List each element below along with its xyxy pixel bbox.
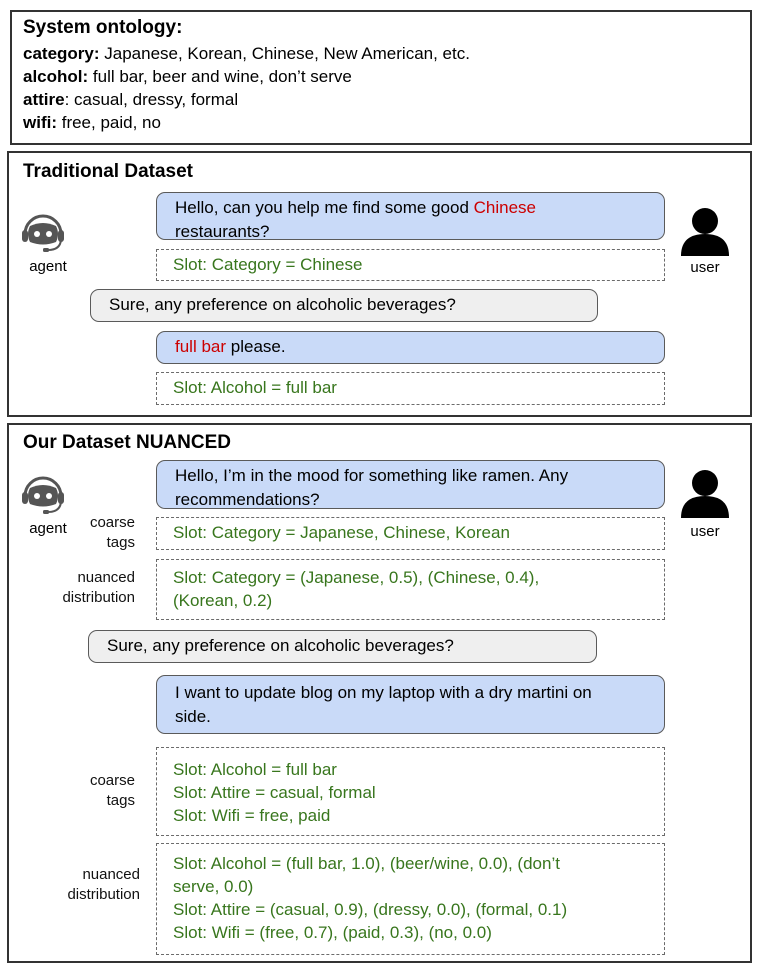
traditional-title: Traditional Dataset: [23, 161, 193, 182]
coarse-tags-label: coarse tags: [89, 514, 135, 551]
nuanced-title: Our Dataset NUANCED: [23, 432, 231, 453]
ontology-line-attire: attire: casual, dressy, formal: [23, 90, 239, 109]
nuanced-distribution-label: nuanced distribution: [67, 866, 140, 903]
highlight-chinese: Chinese: [473, 198, 536, 217]
slot-annotation-1: Slot: Category = Chinese: [156, 249, 665, 281]
agent-label: agent: [29, 520, 67, 537]
ontology-line-wifi: wifi: free, paid, no: [23, 113, 161, 132]
nuanced-distribution-2: Slot: Alcohol = (full bar, 1.0), (beer/wine, 0.0), (don’t serve, 0.0) Slot: Attire = (casual, 0.9), (dressy, 0.0), (formal, 0.1) Slot: Wifi = (free, 0.7), (paid, 0.3), (no, 0.0): [156, 843, 665, 955]
slot-annotation-2: Slot: Alcohol = full bar: [156, 372, 665, 405]
coarse-tags-1: Slot: Category = Japanese, Chinese, Korean: [156, 517, 665, 550]
ontology-line-category: category: Japanese, Korean, Chinese, New American, etc.: [23, 44, 470, 63]
user-label: user: [690, 259, 720, 276]
agent-label: agent: [29, 258, 67, 275]
agent-icon: [20, 212, 66, 254]
agent-message: Sure, any preference on alcoholic beverages?: [90, 289, 598, 322]
user-message-2: I want to update blog on my laptop with a dry martini on side.: [156, 675, 665, 734]
agent-icon: [20, 474, 66, 516]
coarse-tags-2: Slot: Alcohol = full bar Slot: Attire = casual, formal Slot: Wifi = free, paid: [156, 747, 665, 836]
highlight-full-bar: full bar: [175, 337, 227, 356]
nuanced-distribution-label: nuanced distribution: [62, 569, 135, 606]
user-label: user: [690, 523, 720, 540]
user-icon: [680, 206, 730, 256]
coarse-tags-label: coarse tags: [89, 772, 135, 809]
ontology-line-alcohol: alcohol: full bar, beer and wine, don’t serve: [23, 67, 352, 86]
user-message-1: Hello, can you help me find some good Chinese restaurants?: [156, 192, 665, 240]
nuanced-distribution-1: Slot: Category = (Japanese, 0.5), (Chinese, 0.4), (Korean, 0.2): [156, 559, 665, 620]
agent-message: Sure, any preference on alcoholic beverages?: [88, 630, 597, 663]
ontology-title: System ontology:: [23, 17, 183, 38]
user-message-2: full bar please.: [156, 331, 665, 364]
user-message-1: Hello, I’m in the mood for something like ramen. Any recommendations?: [156, 460, 665, 509]
user-icon: [680, 468, 730, 518]
